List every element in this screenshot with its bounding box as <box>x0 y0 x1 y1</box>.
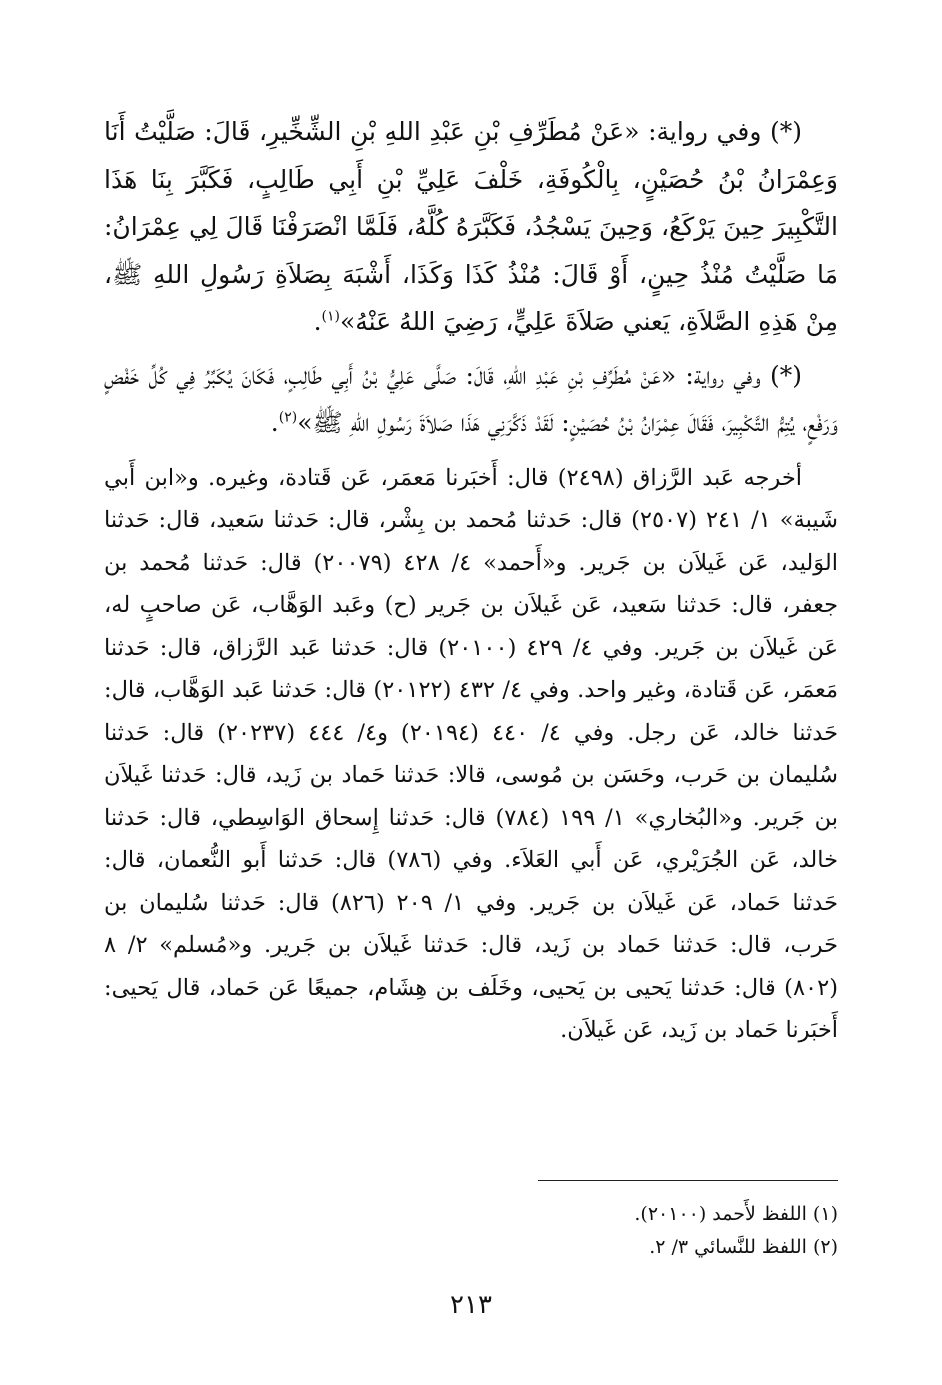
narration-1 <box>104 108 838 346</box>
footnote-ref-1: (١) <box>321 308 340 325</box>
footnote-1: (١) اللفظ لأَحمد (٢٠١٠٠). <box>634 1203 838 1225</box>
footnote-2: (٢) اللفظ للنَّسائي ٣/ ٢. <box>649 1236 838 1258</box>
narration-2-end: . <box>270 408 279 437</box>
narration-1-text: (*) وفي رواية: «عَنْ مُطَرِّفِ بْنِ عَبْدِ اللهِ بْنِ الشِّخِّيرِ، قَالَ: صَلَّيْتُ أَنَا وَعِمْرَانُ بْنُ حُصَيْنٍ، بِالْكُوفَةِ، خَلْفَ عَلِيِّ بْنِ أَبِي طَالِبٍ، فَكَبَّرَ بِنَا هَذَا التَّكْبِيرَ حِينَ يَرْكَعُ، وَحِينَ يَسْجُدُ، فَكَبَّرَهُ كُلَّهُ، فَلَمَّا انْصَرَفْنَا قَالَ لِي عِمْرَانُ: مَا صَلَّيْتُ مُنْذُ حِينٍ، أَوْ قَالَ: مُنْذُ كَذَا وَكَذَا، أَشْبَهَ بِصَلاَةِ رَسُولِ اللهِ ﷺ، مِنْ هَذِهِ الصَّلاَةِ، يَعني صَلاَةَ عَلِيٍّ، رَضِيَ اللهُ عَنْهُ» <box>104 117 838 336</box>
takhrij-paragraph: أخرجه عَبد الرَّزاق (٢٤٩٨) قال: أَخبَرنا مَعمَر، عَن قَتادة، وغيره. و«ابن أَبي شَيبة» ١/ ٢٤١ (٢٥٠٧) قال: حَدثنا مُحمد بن بِشْر، قال: حَدثنا سَعيد، قال: حَدثنا الوَليد، عَن غَيلاَن بن جَرير. و«أَحمد» ٤/ ٤٢٨ (٢٠٠٧٩) قال: حَدثنا مُحمد بن جعفر، قال: حَدثنا سَعيد، عَن غَيلاَن بن جَرير (ح) وعَبد الوَهَّاب، عَن صاحبٍ له، عَن غَيلاَن بن جَرير. وفي ٤/ ٤٢٩ (٢٠١٠٠) قال: حَدثنا عَبد الرَّزاق، قال: حَدثنا مَعمَر، عَن قَتادة، وغير واحد. وفي ٤/ ٤٣٢ (٢٠١٢٢) قال: حَدثنا عَبد الوَهَّاب، قال: حَدثنا خالد، عَن رجل. وفي ٤/ ٤٤٠ (٢٠١٩٤) و٤/ ٤٤٤ (٢٠٢٣٧) قال: حَدثنا سُليمان بن حَرب، وحَسَن بن مُوسى، قالا: حَدثنا حَماد بن زَيد، قال: حَدثنا غَيلاَن بن جَرير. و«البُخاري» ١/ ١٩٩ (٧٨٤) قال: حَدثنا إِسحاق الوَاسِطي، قال: حَدثنا خالد، عَن الجُرَيْري، عَن أَبي العَلاَء. وفي (٧٨٦) قال: حَدثنا أَبو النُّعمان، قال: حَدثنا حَماد، عَن غَيلاَن بن جَرير. وفي ١/ ٢٠٩ (٨٢٦) قال: حَدثنا سُليمان بن حَرب، قال: حَدثنا حَماد بن زَيد، قال: حَدثنا غَيلاَن بن جَرير. و«مُسلم» ٢/ ٨ (٨٠٢) قال: حَدثنا يَحيى بن يَحيى، وخَلَف بن هِشَام، جميعًا عَن حَماد، قال يَحيى: أَخبَرنا حَماد بن زَيد، عَن غَيلاَن. <box>104 464 839 1043</box>
narration-2-text: (*) وفي رواية: «عَنْ مُطَرِّفِ بْنِ عَبْدِ اللهِ، قَالَ: صَلَّى عَلِيُّ بْنُ أَبِي طَالِبٍ، فَكَانَ يُكَبِّرُ فِي كُلِّ خَفْضٍ وَرَفْعٍ، يُتِمُّ التَّكْبِيرَ، فَقَالَ عِمْرَانُ بْنُ حُصَيْنٍ: لَقَدْ ذَكَّرَنِي هَذَا صَلاَةَ رَسُولِ اللهِ ﷺ» <box>104 360 838 437</box>
footnotes <box>104 1198 838 1264</box>
footnote-divider <box>538 1180 838 1181</box>
page-number: ٢١٣ <box>450 1290 492 1320</box>
main-text <box>104 108 838 1052</box>
footnote-ref-2: (٢) <box>278 409 298 426</box>
narration-2 <box>104 352 838 447</box>
narration-1-end: . <box>313 307 322 336</box>
